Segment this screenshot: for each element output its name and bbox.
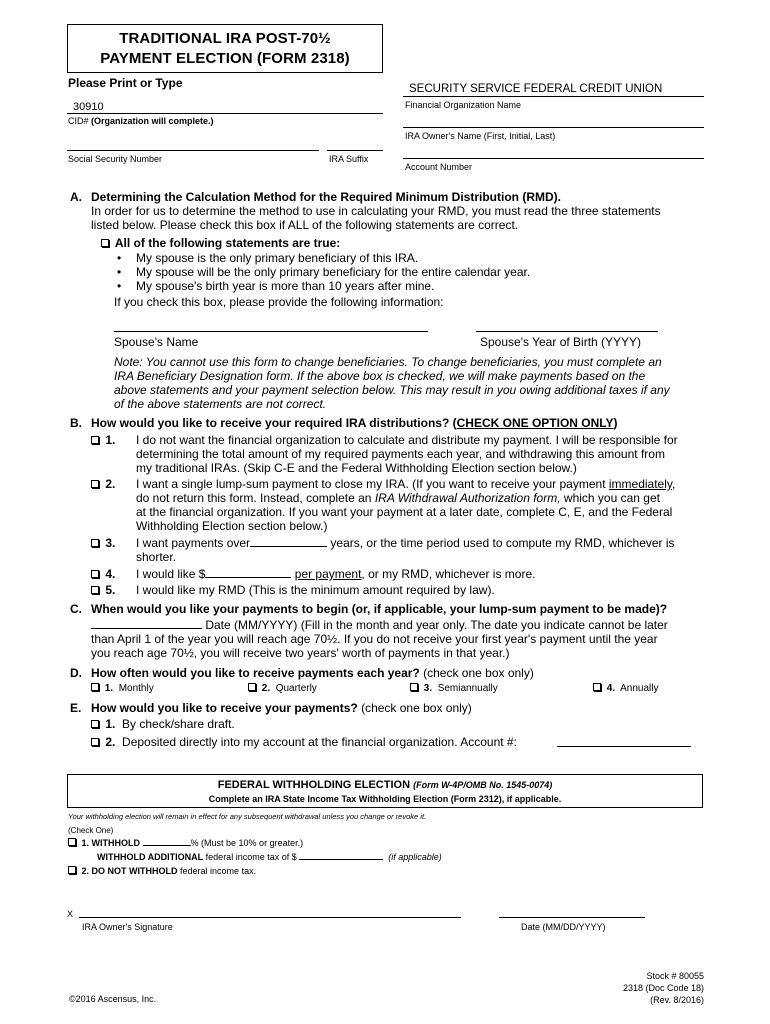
checkbox-icon[interactable]	[248, 683, 256, 691]
spouse-name-label: Spouse's Name	[114, 335, 199, 349]
ssn-field[interactable]	[67, 150, 319, 151]
section-b-letter: B.	[70, 416, 82, 430]
option-b2-line-1: I want a single lump-sum payment to close my IRA. (If you want to receive your payment immediately,	[136, 477, 676, 491]
doc-code: 2318 (Doc Code 18)	[622, 983, 704, 993]
option-b4-checkbox[interactable]: 4.	[91, 567, 115, 581]
checkbox-icon[interactable]	[410, 683, 418, 691]
withhold-additional-line: WITHHOLD ADDITIONAL federal income tax of $ (if applicable)	[97, 852, 442, 862]
option-b3-checkbox[interactable]: 3.	[91, 536, 115, 550]
section-b-heading: How would you like to receive your required IRA distributions? (CHECK ONE OPTION ONLY)	[91, 416, 618, 430]
checkbox-icon[interactable]	[91, 683, 99, 691]
deposit-account-field[interactable]	[557, 746, 691, 747]
frequency-semiannually-option[interactable]: 3. Semiannually	[410, 683, 498, 694]
withholding-title: FEDERAL WITHHOLDING ELECTION (Form W-4P/OMB No. 1545-0074)	[217, 779, 553, 791]
owner-name-label: IRA Owner's Name (First, Initial, Last)	[405, 131, 556, 141]
section-a-if-checked: If you check this box, please provide the following information:	[114, 295, 444, 309]
option-b1-line-3: my traditional IRAs. (Skip C-E and the Federal Withholding Election section below.)	[136, 461, 577, 475]
years-field[interactable]	[250, 546, 327, 547]
financial-org-name-line	[403, 96, 704, 97]
option-b1-line-2: determining the total amount of my required payments each year, and withdrawing this amount from	[136, 447, 665, 461]
checkbox-icon[interactable]	[91, 738, 99, 746]
section-a-heading: Determining the Calculation Method for the Required Minimum Distribution (RMD).	[91, 190, 561, 204]
section-a-note-2: IRA Beneficiary Designation form. If the above box is checked, we will make payments based on the	[114, 369, 646, 383]
copyright: ©2016 Ascensus, Inc.	[69, 994, 157, 1004]
cid-value[interactable]: 30910	[73, 101, 104, 113]
signature-date-field[interactable]	[499, 917, 645, 918]
form-title-box	[67, 24, 383, 73]
section-a-intro-2: listed below. Please check this box if ALL of the following statements are correct.	[91, 218, 519, 232]
section-c-heading: When would you like your payments to begin (or, if applicable, your lump-sum payment to be made)?	[91, 602, 668, 616]
statement-3: My spouse's birth year is more than 10 years after mine.	[136, 279, 435, 293]
statement-2: My spouse will be the only primary beneficiary for the entire calendar year.	[136, 265, 531, 279]
bullet-3: •	[117, 279, 122, 293]
spouse-birth-year-field[interactable]	[476, 331, 658, 332]
checkbox-icon[interactable]	[91, 570, 99, 578]
option-b1-line-1: I do not want the financial organization to calculate and distribute my payment. I will be responsible for	[136, 433, 678, 447]
cid-line	[67, 113, 383, 114]
checkbox-icon[interactable]	[91, 436, 99, 444]
withhold-option[interactable]: 1. WITHHOLD % (Must be 10% or greater.)	[68, 838, 303, 848]
checkbox-icon[interactable]	[91, 720, 99, 728]
financial-org-name-label: Financial Organization Name	[405, 100, 522, 110]
do-not-withhold-option[interactable]: 2. DO NOT WITHHOLD federal income tax.	[68, 866, 256, 876]
check-one-note: (Check One)	[68, 826, 114, 835]
checkbox-icon[interactable]	[91, 586, 99, 594]
spouse-birth-year-label: Spouse's Year of Birth (YYYY)	[480, 335, 642, 349]
option-b2-line-4: Withholding Election section below.)	[136, 519, 328, 533]
option-b2-line-3: at the financial organization. If you want your payment at a later date, complete C, E, and the Federal	[136, 505, 673, 519]
section-c-line-2: than April 1 of the year you will reach age 70½. If you do not receive your first year's payment until the year	[91, 632, 658, 646]
stock-number: Stock # 80055	[646, 971, 704, 981]
checkbox-icon[interactable]	[68, 866, 76, 874]
bullet-1: •	[117, 251, 122, 265]
checkbox-icon[interactable]	[91, 480, 99, 488]
additional-amount-field[interactable]	[299, 859, 383, 860]
account-number-label: Account Number	[405, 162, 473, 172]
frequency-monthly-option[interactable]: 1. Monthly	[91, 683, 154, 694]
checkbox-icon[interactable]	[68, 838, 76, 846]
signature-label: IRA Owner's Signature	[82, 922, 173, 932]
section-c-line-3: you reach age 70½, you will receive two years' worth of payments in that year.)	[91, 646, 510, 660]
section-a-note-3: above statements and your payment selection below. This may result in you owing additional taxes if any	[114, 383, 670, 397]
section-c-letter: C.	[70, 602, 82, 616]
option-b5-line: I would like my RMD (This is the minimum amount required by law).	[136, 583, 495, 597]
section-a-note-4: of the above statements are not correct.	[114, 397, 327, 411]
frequency-annually-option[interactable]: 4. Annually	[593, 683, 659, 694]
bullet-2: •	[117, 265, 122, 279]
financial-org-name-value[interactable]: SECURITY SERVICE FEDERAL CREDIT UNION	[409, 83, 663, 95]
ira-suffix-field[interactable]	[327, 150, 383, 151]
start-date-field[interactable]	[91, 628, 202, 629]
section-a-intro-1: In order for us to determine the method to use in calculating your RMD, you must read the three statements	[91, 204, 661, 218]
ssn-label: Social Security Number	[68, 154, 163, 164]
print-or-type-note: Please Print or Type	[68, 76, 183, 90]
ira-suffix-label: IRA Suffix	[329, 154, 369, 164]
section-a-note-1: Note: You cannot use this form to change beneficiaries. To change beneficiaries, you must complete an	[114, 355, 662, 369]
signature-x-mark: X	[67, 909, 74, 919]
spouse-name-field[interactable]	[114, 331, 428, 332]
payment-amount-field[interactable]	[205, 577, 291, 578]
section-e-heading: How would you like to receive your payments? (check one box only)	[91, 701, 472, 715]
option-b5-checkbox[interactable]: 5.	[91, 583, 115, 597]
checkbox-icon[interactable]	[101, 239, 109, 247]
statement-1: My spouse is the only primary beneficiary of this IRA.	[136, 251, 419, 265]
option-b1-checkbox[interactable]: 1.	[91, 433, 115, 447]
section-d-letter: D.	[70, 666, 82, 680]
section-d-heading: How often would you like to receive payments each year? (check one box only)	[91, 666, 534, 680]
owner-name-field[interactable]	[403, 127, 704, 128]
withholding-remain-note: Your withholding election will remain in effect for any subsequent withdrawal unless you change or revoke it.	[68, 812, 427, 821]
option-b3-line-1: I want payments over years, or the time period used to compute my RMD, whichever is	[136, 536, 675, 550]
payment-check-option[interactable]: 1. By check/share draft.	[91, 717, 235, 731]
cid-label: CID# (Organization will complete.)	[68, 116, 214, 126]
form-title-line1: TRADITIONAL IRA POST-70½	[119, 30, 331, 47]
withhold-percent-field[interactable]	[143, 845, 191, 846]
frequency-quarterly-option[interactable]: 2. Quarterly	[248, 683, 317, 694]
section-a-statements-checkbox[interactable]: All of the following statements are true:	[101, 236, 340, 250]
form-title-line2: PAYMENT ELECTION (FORM 2318)	[100, 50, 350, 67]
payment-direct-deposit-option[interactable]: 2. Deposited directly into my account at the financial organization. Account #:	[91, 735, 517, 749]
section-c-line-1: Date (MM/YYYY) (Fill in the month and year only. The date you indicate cannot be later	[91, 618, 668, 632]
section-a-letter: A.	[70, 190, 82, 204]
section-e-letter: E.	[70, 701, 82, 715]
withholding-subtitle: Complete an IRA State Income Tax Withholding Election (Form 2312), if applicable.	[208, 794, 562, 804]
account-number-field[interactable]	[403, 158, 704, 159]
checkbox-icon[interactable]	[91, 539, 99, 547]
revision: (Rev. 8/2016)	[650, 995, 704, 1005]
option-b2-line-2: do not return this form. Instead, complete an IRA Withdrawal Authorization form, which you can get	[136, 491, 660, 505]
option-b2-checkbox[interactable]: 2.	[91, 477, 115, 491]
signature-field[interactable]	[79, 917, 461, 918]
signature-date-label: Date (MM/DD/YYYY)	[521, 922, 606, 932]
checkbox-icon[interactable]	[593, 683, 601, 691]
option-b4-line: I would like $ per payment, or my RMD, whichever is more.	[136, 567, 536, 581]
option-b3-line-2: shorter.	[136, 550, 177, 564]
federal-withholding-box	[67, 774, 703, 808]
